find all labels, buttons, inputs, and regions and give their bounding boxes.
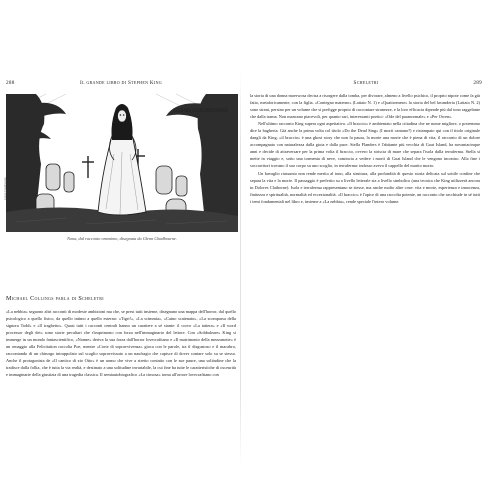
right-running-head: [250, 80, 482, 90]
right-running-title: Scheletri: [353, 80, 379, 86]
right-paragraph: Nell'ultimo racconto King supera ogni aspettativa. «Il braccio» è ambientato nella cittadina che ne nome migliore, o potremmo dire la bagheria. Già anche la prima volta col titolo «Do the Dead Sing» (I morti cantano?) e ristampato qui con il titolo originale dangli da King, «il braccio» è una ghost story che non fa paura, la morte una morte che è piena di vita, il racconto di un dolore accompagnato con naturalezza dalla gioia e dalla pace. Stella Flanders è l'abitante più vecchia di Goat Island, ha novantacinque anni e decide di attraversare per la prima volta il braccio, ovvero la striscia di mare che separa l'isola dalla terraferma. Stella si mette in viaggio e, sotto una tormenta di neve, comincia a vedere i morti di Goat Island che le vengono incontro. Alla fine i soccorritori trovano il suo corpo su uno scoglio, in terraferma: indosso aveva il cappello del marito morto.: [250, 121, 480, 169]
side-credit: Glenn Chadbourne: [3, 177, 7, 200]
left-paragraph: «La nebbia» seguono altri racconti di modeste ambizioni ma che, se presi tutti insieme, disegnano una mappa dell'horror, dal quello psicologico a quello fisico, da quello intimo a quello esterno: «Tigri!», «La scimmia», «Caino scatenato», «La scomparsa della signora Todd» e «Il traghetto». Quasi tutti i racconti centrali hanno un carattere a sé stante: il corvo «La tattera» e «Il word processor degli dei» sono storie peculiari che s'imprimono con forza nell'immaginario del lettore. Con «Sobbalzare» King si immerge in un mondo fantascientifico, «Nonne» deriva la sua forza dall'horror lovecraftiano e «Il matrimonio della mezzanotte» è un omaggio alla Felicitation raccolta Poe, mentre «Corte di sopravvivenza» gioca con le parole, tra il disgustoso e il macabro, raccontando di un chirurgo intrappolato sul scoglio sopravvissuto a un naufragio che capisce di dover contare solo su se stesso. Anche il protagonista de «Il cantico di zio Otto» è un uomo che vive a stretto contatto con le sue paure, una solitudine che la tradisce dalla follia, che è tutta la via realtà, e destinato a una solitudine invariabile, la cui fine ha tutte le caratteristiche di osceurità e immaginarie della giustizia di una tragedia classica. Il semiautobiografico «La cimosa» torna all'orrore lovecraftiano con: [6, 309, 236, 378]
right-paragraph: Un bavaglio riassunto non rende merito al tono, alla struttura, alla profondità di questo storia delicata sul sottile confine che separa la vita e la morte. Il passaggio è preferito su a livello letterale sia a livello simbolico (una tecnica che King utilizzerà ancora in Dolores Claiborne). Isola e terraferma rappresentano se stesse, ma anche molto altre cose: vita e morte, esperienza e innocenza, finitezza e spiritualità, normalità ed eccezionalità. «Il braccio» è l'apice di una raccolta potente, un racconto che racchiude in sé tutti i temi fondamentali nel libro e, insieme a «La nebbia», rende speciale l'intero volume.: [250, 170, 480, 204]
left-running-title: Il grande libro di Stephen King: [80, 80, 162, 86]
right-page: [250, 80, 482, 460]
svg-text:GLENN CHADBOURNE: GLENN CHADBOURNE: [173, 108, 228, 114]
right-page-number: 289: [473, 80, 482, 86]
left-running-head: [6, 80, 236, 90]
section-heading: Michael Collings parla di Scheletri: [6, 295, 104, 302]
right-paragraph: la storia di una donna moerwosa decisa a risorgere dalla tomba, per divorare, almeno a livello psichico, il proprio nipote come fa già fatto, metaforicamente, con la figlia. «Contegno materno» (Lattaio N. 1) e «Quattromese» la storia del bel lavanderia (Lattaio N. 2) sono strani, persino per un volume che si prefigge proprio di raccontare stranezze, e la loro efficacia dipende più dal tono raggelante che dalla trama. Non mancano piacevoli, per quanto rari, interessanti poetici: «Ode del paranormale» e «Per Owen».: [250, 93, 480, 120]
right-body-text: [250, 92, 480, 205]
left-page: [3, 80, 236, 460]
left-page-number: 288: [6, 80, 15, 86]
page-gutter: [240, 70, 241, 470]
figure-caption: Nona, dal racconto omonimo, disegnata da Glenn Chadbourne.: [67, 236, 177, 241]
left-body-text: [6, 308, 236, 378]
ghost-bride-illustration: [6, 94, 238, 232]
